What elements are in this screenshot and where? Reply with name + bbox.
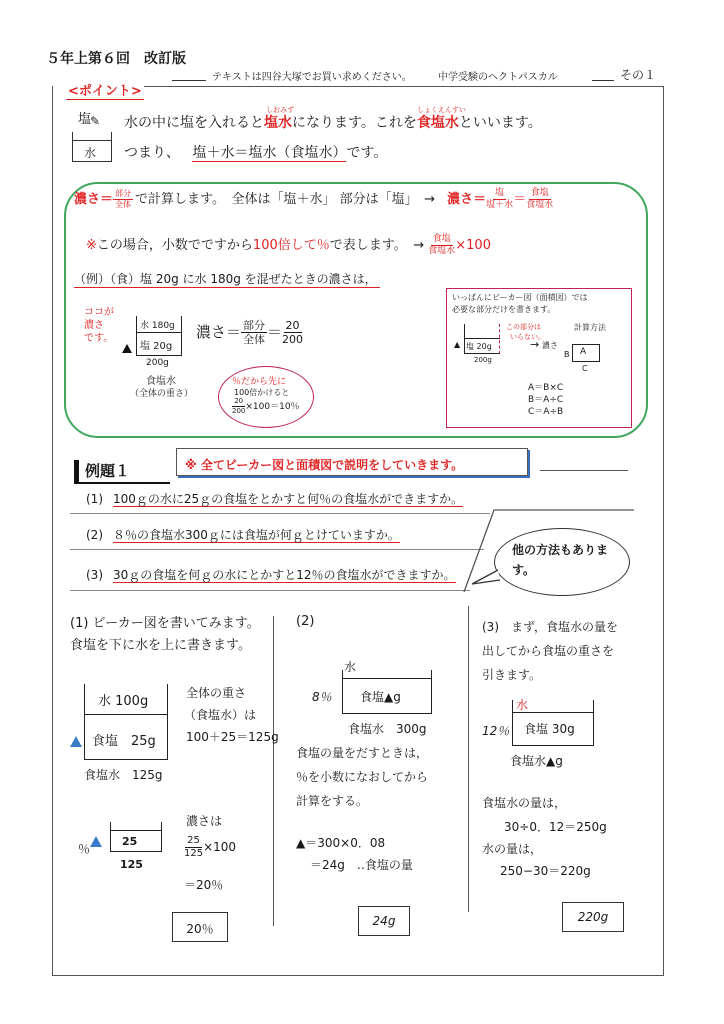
problem-rule-1 — [70, 513, 490, 514]
col1-tri — [70, 732, 82, 751]
col2-salt: 食塩▲g — [360, 690, 401, 704]
point-line2 — [124, 142, 387, 162]
example-banner-text: ※ 全てビーカー図と面積図で説明をしていきます。 — [185, 458, 464, 472]
col2-label: (2) — [296, 614, 315, 629]
col2-water: 水 — [344, 660, 357, 674]
line2-pre: つまり、 — [124, 145, 180, 161]
col1-answer — [172, 912, 228, 942]
col3-text3: 引きます。 — [482, 668, 542, 682]
col1-intro1: (1) ビーカー図を書いてみます。 — [70, 616, 260, 631]
f3-num: 食塩 — [530, 188, 549, 198]
conc-def — [74, 188, 553, 210]
oval-calc-post: ×100＝10％ — [245, 402, 300, 412]
col1-box-bottom: 125 — [120, 858, 143, 871]
f4-num: 食塩 — [432, 234, 451, 244]
f2-num: 塩 — [495, 188, 505, 198]
col2-calc1: ▲＝300×0．08 — [296, 836, 386, 850]
ex-beaker-bottom: 塩 20g — [140, 341, 173, 352]
ex-beaker-mid — [136, 332, 182, 333]
conc-label: 濃さ＝ — [74, 192, 114, 207]
col2-pct: 8％ — [312, 690, 332, 704]
problem-2 — [86, 526, 400, 543]
col1-pct: ％ — [78, 842, 91, 856]
col1-box-mid — [110, 830, 162, 831]
col1-intro2: 食塩を下に水を上に書きます。 — [70, 638, 251, 653]
water-label: 水 — [84, 146, 97, 160]
problem-1-num: (1) — [86, 492, 103, 506]
col2-text3: 計算をする。 — [296, 794, 369, 808]
line2-post: です。 — [346, 145, 388, 161]
page-label: その１ — [620, 68, 657, 82]
col1-conc-label: 濃さは — [186, 814, 223, 828]
point-beaker-line — [72, 140, 112, 141]
note-line — [86, 234, 491, 256]
conc-frac-num: 部分 — [115, 189, 132, 198]
term-shiomizu: 塩水 — [264, 115, 292, 131]
note-post: で表します。 → — [329, 238, 425, 253]
col1-tri2 — [90, 832, 102, 851]
col1-frac-den: 125 — [184, 848, 204, 859]
ex-caption2: （全体の重さ） — [130, 389, 194, 399]
problem-2-num: (2) — [86, 528, 103, 542]
col1-beaker-mid — [84, 714, 168, 715]
page-frame-top — [144, 86, 664, 87]
bubble-text: 他の方法もあります。 — [512, 543, 609, 577]
banner-rule — [540, 470, 628, 471]
f4-den: 食塩水 — [428, 246, 456, 256]
formula-3: C＝A÷B — [528, 407, 564, 417]
f3-den: 食塩水 — [526, 200, 554, 210]
conc-frac2 — [486, 189, 513, 210]
col3-water: 水 — [516, 698, 529, 712]
main-den: 200 — [282, 333, 304, 346]
col3-calc2: 250−30＝220g — [500, 864, 591, 878]
main-frac-num: 部分 — [243, 319, 266, 332]
problem-3 — [86, 566, 456, 583]
inner-label: この部分は — [506, 323, 541, 331]
inner-conc: 濃さ — [542, 341, 558, 350]
inner-method: 計算方法 — [574, 323, 606, 332]
conc-frac3 — [526, 189, 553, 210]
col3-solution: 食塩水▲g — [510, 754, 563, 768]
oval-num: 20 — [234, 397, 244, 405]
col1-solution: 食塩水 125g — [84, 768, 163, 782]
main-frac2 — [282, 320, 303, 345]
header-rule-right — [592, 80, 614, 81]
problem-rule-2 — [70, 549, 484, 550]
ruby-shiomizu: しおみず — [266, 106, 294, 114]
oval-line2: 100倍かけると — [234, 388, 290, 397]
col2-text1: 食塩の量をだすときは， — [296, 746, 429, 760]
col1-salt: 食塩 25g — [92, 734, 156, 749]
oval-line1: ％だから先に — [232, 377, 287, 387]
ex-beaker-top: 水 180g — [140, 321, 175, 331]
col1-frac-post: ×100 — [203, 840, 237, 854]
conc-frac-den: 全体 — [115, 200, 132, 209]
oval-frac — [232, 398, 245, 415]
example-line: （例）（食）塩 20g に水 180g を混ぜたときの濃さは， — [74, 270, 380, 288]
line2-formula: 塩＋水＝塩水（食塩水） — [192, 145, 347, 161]
main-calc — [196, 320, 303, 345]
line1-mid: になります。これを — [292, 115, 417, 131]
problem-1 — [86, 490, 463, 507]
problem-3-text: 30ｇの食塩を何ｇの水にとかすと12％の食塩水ができますか。 — [113, 568, 456, 582]
col1-frac-line — [184, 836, 236, 859]
col3-calc1: 30÷0．12＝250g — [504, 820, 607, 834]
inner-b: B — [564, 350, 570, 359]
conc-frac — [113, 190, 133, 209]
bubble-tail — [470, 566, 502, 588]
conc-label2: 濃さ＝ — [447, 192, 487, 207]
side-tri — [122, 338, 132, 357]
col1-result: ＝20％ — [184, 878, 224, 892]
problem-2-text: ８％の食塩水300ｇには食塩が何ｇとけていますか。 — [113, 528, 400, 542]
col1-answer-text: 20％ — [186, 922, 214, 936]
col2-solution: 食塩水 300g — [348, 722, 427, 736]
main-frac-den: 全体 — [243, 333, 266, 346]
header-publisher: 中学受験のヘクトパスカル — [438, 72, 558, 83]
conc-eq: ＝ — [513, 192, 527, 207]
inner-label2: いらない。 — [510, 333, 545, 341]
col1-total1: 全体の重さ — [186, 686, 247, 700]
note-frac — [428, 235, 455, 256]
col1-total-calc: 100＋25＝125g — [186, 730, 279, 744]
col3-text1: (3) まず，食塩水の量を — [482, 620, 619, 634]
col2-answer — [358, 906, 410, 936]
col3-text2: 出してから食塩の重さを — [482, 644, 615, 658]
inner-arrow: → — [530, 338, 540, 351]
col3-salt: 食塩 30g — [524, 722, 575, 736]
side-note-1: ココが — [84, 307, 114, 318]
ruby-shokuensui: しょくえんすい — [416, 106, 466, 114]
note-text: この場合，小数でですから — [96, 238, 253, 253]
col2-answer-text: 24g — [372, 914, 396, 928]
col3-pct: 12％ — [482, 724, 510, 738]
col2-text2: ％を小数になおしてから — [296, 770, 429, 784]
calc-text: で計算します。 全体は「塩＋水」 部分は「塩」 → — [135, 192, 436, 207]
oval-den: 200 — [232, 407, 246, 415]
inner-c: C — [582, 364, 588, 373]
point-label: <ポイント> — [66, 80, 144, 100]
inner-formulas — [528, 382, 563, 418]
term-shokuensui: 食塩水 — [416, 115, 459, 131]
inner-salt: 塩 20g — [466, 342, 492, 351]
main-eq: ＝ — [267, 323, 283, 341]
header-rule-left — [172, 80, 206, 81]
line1-post: といいます。 — [458, 115, 542, 131]
oval-calc — [232, 398, 300, 415]
inner-beaker-line — [464, 338, 500, 339]
col3-beaker-mid — [512, 712, 594, 713]
col1-total2: （食塩水）は — [184, 708, 257, 722]
line1-pre: 水の中に塩を入れると — [124, 115, 264, 131]
col3-text5: 水の量は， — [482, 842, 543, 856]
problem-3-num: (3) — [86, 568, 103, 582]
main-frac — [241, 320, 267, 345]
example-banner — [176, 448, 528, 476]
side-note — [84, 306, 114, 345]
inner-tri: ▲ — [454, 340, 461, 349]
col1-box-top: 25 — [122, 835, 138, 848]
example-title-text: 例題１ — [85, 462, 131, 480]
col1-frac-num: 25 — [187, 835, 200, 846]
col3-answer — [562, 902, 624, 932]
col1-frac — [184, 836, 203, 859]
f2-den: 塩＋水 — [486, 200, 514, 210]
formula-2: B＝A÷C — [528, 395, 564, 405]
page-title: ５年上第６回 改訂版 — [46, 51, 186, 67]
main-num: 20 — [285, 319, 300, 332]
ex-beaker-total: 200g — [146, 358, 169, 368]
problem-1-text: 100ｇの水に25ｇの食塩をとかすと何％の食塩水ができますか。 — [113, 492, 464, 506]
note-red: 100倍して％ — [252, 238, 330, 253]
ex-caption1: 食塩水 — [146, 376, 176, 387]
inner-title2: 必要な部分だけを書きます。 — [452, 305, 556, 314]
col3-text4: 食塩水の量は， — [482, 796, 567, 810]
col-divider-1 — [273, 616, 274, 926]
header-note: テキストは四谷大塚でお買い求めください。 — [212, 72, 412, 83]
spoon-icon: ✎ — [90, 114, 101, 128]
times100: ×100 — [455, 238, 491, 253]
inner-total: 200g — [474, 356, 492, 364]
problem-rule-3 — [70, 590, 470, 591]
side-note-2: 濃さ — [84, 320, 104, 331]
col2-beaker-mid — [342, 678, 432, 679]
inner-a: A — [580, 347, 587, 357]
formula-1: A＝B×C — [528, 383, 564, 393]
example-title — [74, 460, 170, 484]
side-note-3: です。 — [84, 333, 114, 344]
inner-title1: いっぱんにビーカー図（面積図）では — [452, 293, 588, 302]
col2-calc2: ＝24g ‥食塩の量 — [310, 858, 413, 872]
col-divider-2 — [468, 606, 469, 912]
main-calc-label: 濃さ＝ — [196, 323, 242, 341]
salt-label: 塩 — [78, 112, 92, 127]
col1-water: 水 100g — [98, 694, 149, 709]
note-mark: ※ — [86, 238, 97, 253]
col3-answer-text: 220g — [577, 910, 609, 924]
point-line1 — [124, 106, 542, 132]
